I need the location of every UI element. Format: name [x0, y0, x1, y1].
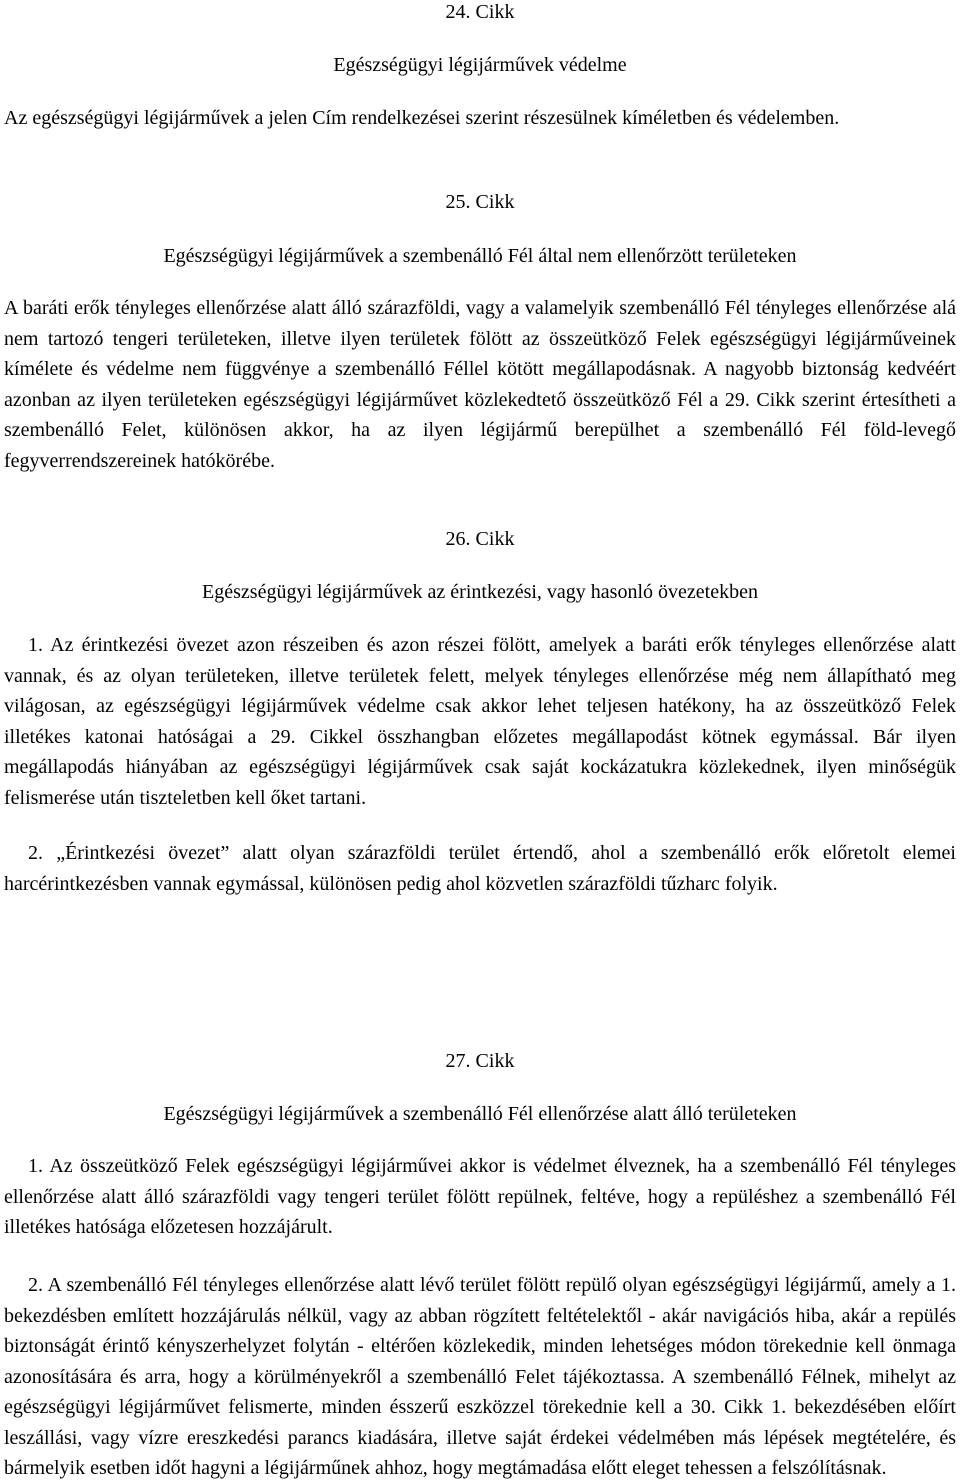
article-27-heading: 27. Cikk: [445, 1050, 515, 1072]
article-27-paragraph-2: 2. A szembenálló Fél tényleges ellenőrzése alatt lévő terület fölött repülő olyan egészségügyi légijármű, amely a 1. bekezdésben említett hozzájárulás nélkül, vagy az abban rögzített feltételektől - akár navigációs hiba, akár a repülés biztonságát érintő kényszerhelyzet folytán - eltérően közlekedik, minden lehetséges módon törekednie kell önmaga azonosítására és arra, hogy a körülményekről a szembenálló Felet tájékoztassa. A szembenálló Félnek, mihelyt az egészségügyi légijárművet felismerte, minden ésszerű eszközzel törekednie kell a 30. Cikk 1. bekezdésében előírt leszállási, vagy vízre ereszkedési parancs kiadására, illetve saját érdekei védelmében más lépések megtételére, és bármelyik esetben időt hagyni a légijárműnek ahhoz, hogy megtámadása előtt eleget tehessen a felszólításnak.: [4, 1274, 956, 1479]
article-26-paragraph-1: 1. Az érintkezési övezet azon részeiben és azon részei fölött, amelyek a baráti erők tényleges ellenőrzése alatt vannak, és az olyan területeken, illetve területek felett, melyek tényleges ellenőrzése még nem állapítható meg világosan, az egészségügyi légijárművek védelme csak akkor lehet teljesen hatékony, ha az összeütköző Felek illetékes katonai hatóságai a 29. Cikkel összhangban előzetes megállapodást kötnek egymással. Bár ilyen megállapodás hiányában az egészségügyi légijárművek csak saját kockázatukra közlekednek, ilyen minőségük felismerése után tiszteletben kell őket tartani.: [4, 634, 956, 809]
article-24-heading: 24. Cikk: [445, 1, 515, 23]
article-26-title: Egészségügyi légijárművek az érintkezési, vagy hasonló övezetekben: [202, 581, 758, 603]
article-25-title: Egészségügyi légijárművek a szembenálló Fél által nem ellenőrzött területeken: [163, 245, 797, 267]
article-27-paragraph-1: 1. Az összeütköző Felek egészségügyi légijárművei akkor is védelmet élveznek, ha a szembenálló Fél tényleges ellenőrzése alatt álló szárazföldi vagy tengeri terület fölött repülnek, feltéve, hogy a repüléshez a szembenálló Fél illetékes hatósága előzetesen hozzájárult.: [4, 1155, 956, 1238]
article-27-title: Egészségügyi légijárművek a szembenálló Fél ellenőrzése alatt álló területeken: [163, 1103, 797, 1125]
article-25-paragraph: A baráti erők tényleges ellenőrzése alatt álló szárazföldi, vagy a valamelyik szembenálló Fél tényleges ellenőrzése alá nem tartozó tengeri területeken, illetve ilyen területek fölött az összeütköző Felek egészségügyi légijárműveinek kímélete és védelme nem függvénye a szembenálló Féllel kötött megállapodásnak. A nagyobb biztonság kedvéért azonban az ilyen területeken egészségügyi légijárművet közlekedtető összeütköző Fél a 29. Cikk szerint értesítheti a szembenálló Felet, különösen akkor, ha az ilyen légijármű berepülhet a szembenálló Fél föld-levegő fegyverrendszereinek hatókörébe.: [4, 297, 956, 472]
article-26-heading: 26. Cikk: [445, 528, 515, 550]
article-24-paragraph: Az egészségügyi légijárművek a jelen Cím rendelkezései szerint részesülnek kíméletben és védelemben.: [4, 107, 840, 129]
article-26-paragraph-2: 2. „Érintkezési övezet” alatt olyan szárazföldi terület értendő, ahol a szembenálló erők előretolt elemei harcérintkezésben vannak egymással, különösen pedig ahol közvetlen szárazföldi tűzharc folyik.: [4, 842, 956, 895]
article-24-title: Egészségügyi légijárművek védelme: [333, 54, 627, 76]
article-25-heading: 25. Cikk: [445, 191, 515, 213]
